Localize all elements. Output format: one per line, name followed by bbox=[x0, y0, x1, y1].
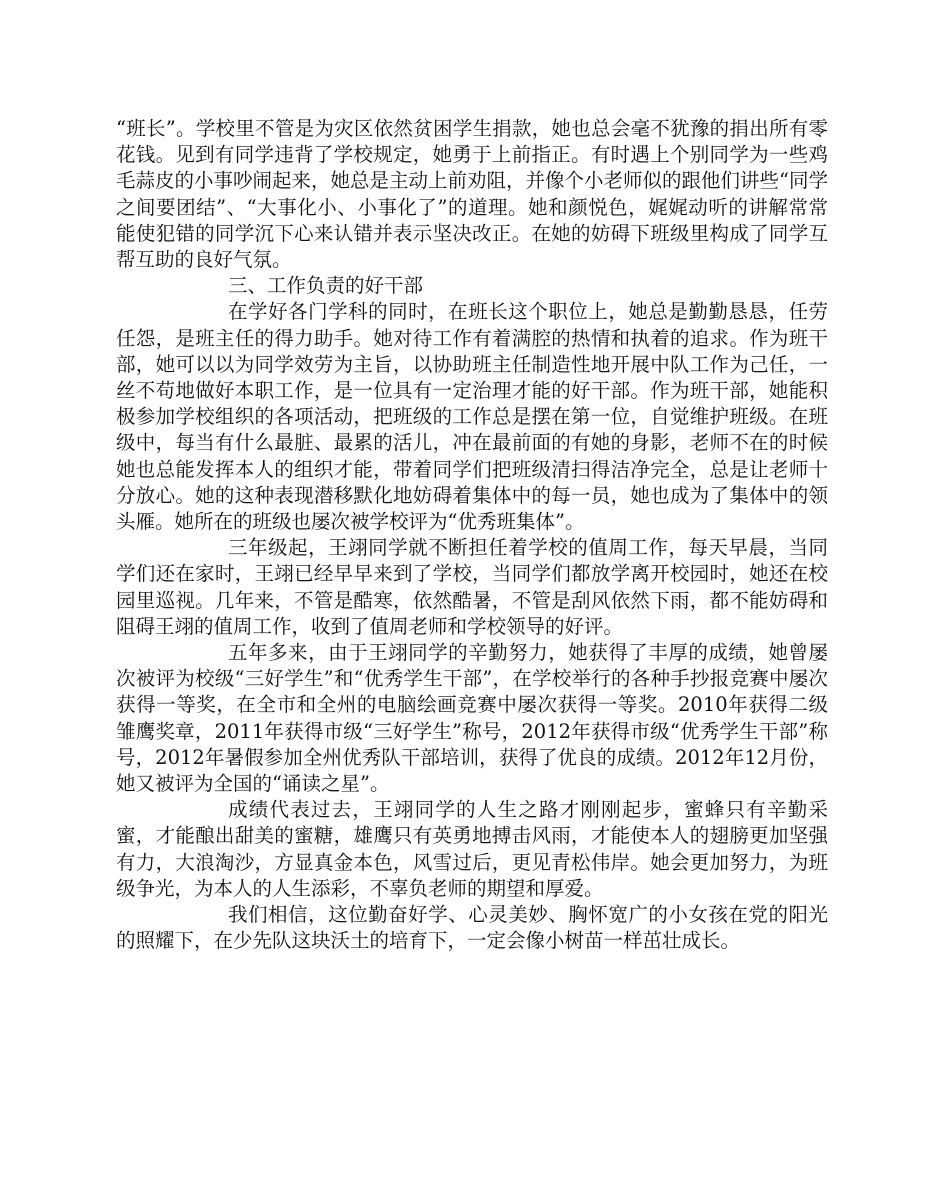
paragraph: 成绩代表过去，王翊同学的人生之路才刚刚起步，蜜蜂只有辛勤采蜜，才能酿出甜美的蜜糖，雄鹰只有英勇地搏击风雨，才能使本人的翅膀更加坚强有力，大浪淘沙，方显真金本色，风雪过后，更见青松伟岸。她会更加努力，为班级争光，为本人的人生添彩，不辜负老师的期望和厚爱。 bbox=[116, 798, 828, 900]
paragraph: 在学好各门学科的同时，在班长这个职位上，她总是勤勤恳恳，任劳任怨，是班主任的得力助手。她对待工作有着满腔的热情和执着的追求。作为班干部，她可以以为同学效劳为主旨，以协助班主任制造性地开展中队工作为己任，一丝不苟地做好本职工作，是一位具有一定治理才能的好干部。作为班干部，她能积极参加学校组织的各项活动，把班级的工作总是摆在第一位，自觉维护班级。在班级中，每当有什么最脏、最累的活儿，冲在最前面的有她的身影，老师不在的时候她也总能发挥本人的组织才能，带着同学们把班级清扫得洁净完全，总是让老师十分放心。她的这种表现潜移默化地妨碍着集体中的每一员，她也成为了集体中的领头雁。她所在的班级也屡次被学校评为“优秀班集体”。 bbox=[116, 300, 828, 534]
paragraph: 我们相信，这位勤奋好学、心灵美妙、胸怀宽广的小女孩在党的阳光的照耀下，在少先队这块沃土的培育下，一定会像小树苗一样茁壮成长。 bbox=[116, 903, 828, 953]
paragraph: 三年级起，王翊同学就不断担任着学校的值周工作，每天早晨，当同学们还在家时，王翊已经早早来到了学校，当同学们都放学离开校园时，她还在校园里巡视。几年来，不管是酷寒，依然酷暑，不管是刮风依然下雨，都不能妨碍和阻碍王翊的值周工作，收到了值周老师和学校领导的好评。 bbox=[116, 536, 828, 638]
document-body bbox=[116, 116, 828, 955]
section-heading: 三、工作负责的好干部 bbox=[228, 274, 424, 298]
paragraph-continuation: “班长”。学校里不管是为灾区依然贫困学生捐款，她也总会毫不犹豫的捐出所有零花钱。见到有同学违背了学校规定，她勇于上前指正。有时遇上个别同学为一些鸡毛蒜皮的小事吵闹起来，她总是主动上前劝阻，并像个小老师似的跟他们讲些“同学之间要团结”、“大事化小、小事化了”的道理。她和颜悦色，娓娓动听的讲解常常能使犯错的同学沉下心来认错并表示坚决改正。在她的妨碍下班级里构成了同学互帮互助的良好气氛。 bbox=[116, 117, 828, 272]
paragraph: 五年多来，由于王翊同学的辛勤努力，她获得了丰厚的成绩，她曾屡次被评为校级“三好学生”和“优秀学生干部”，在学校举行的各种手抄报竞赛中屡次获得一等奖，在全市和全州的电脑绘画竞赛中屡次获得一等奖。2010年获得二级雏鹰奖章，2011年获得市级“三好学生”称号，2012年获得市级“优秀学生干部”称号，2012年暑假参加全州优秀队干部培训，获得了优良的成绩。2012年12月份，她又被评为全国的“诵读之星”。 bbox=[116, 641, 828, 796]
